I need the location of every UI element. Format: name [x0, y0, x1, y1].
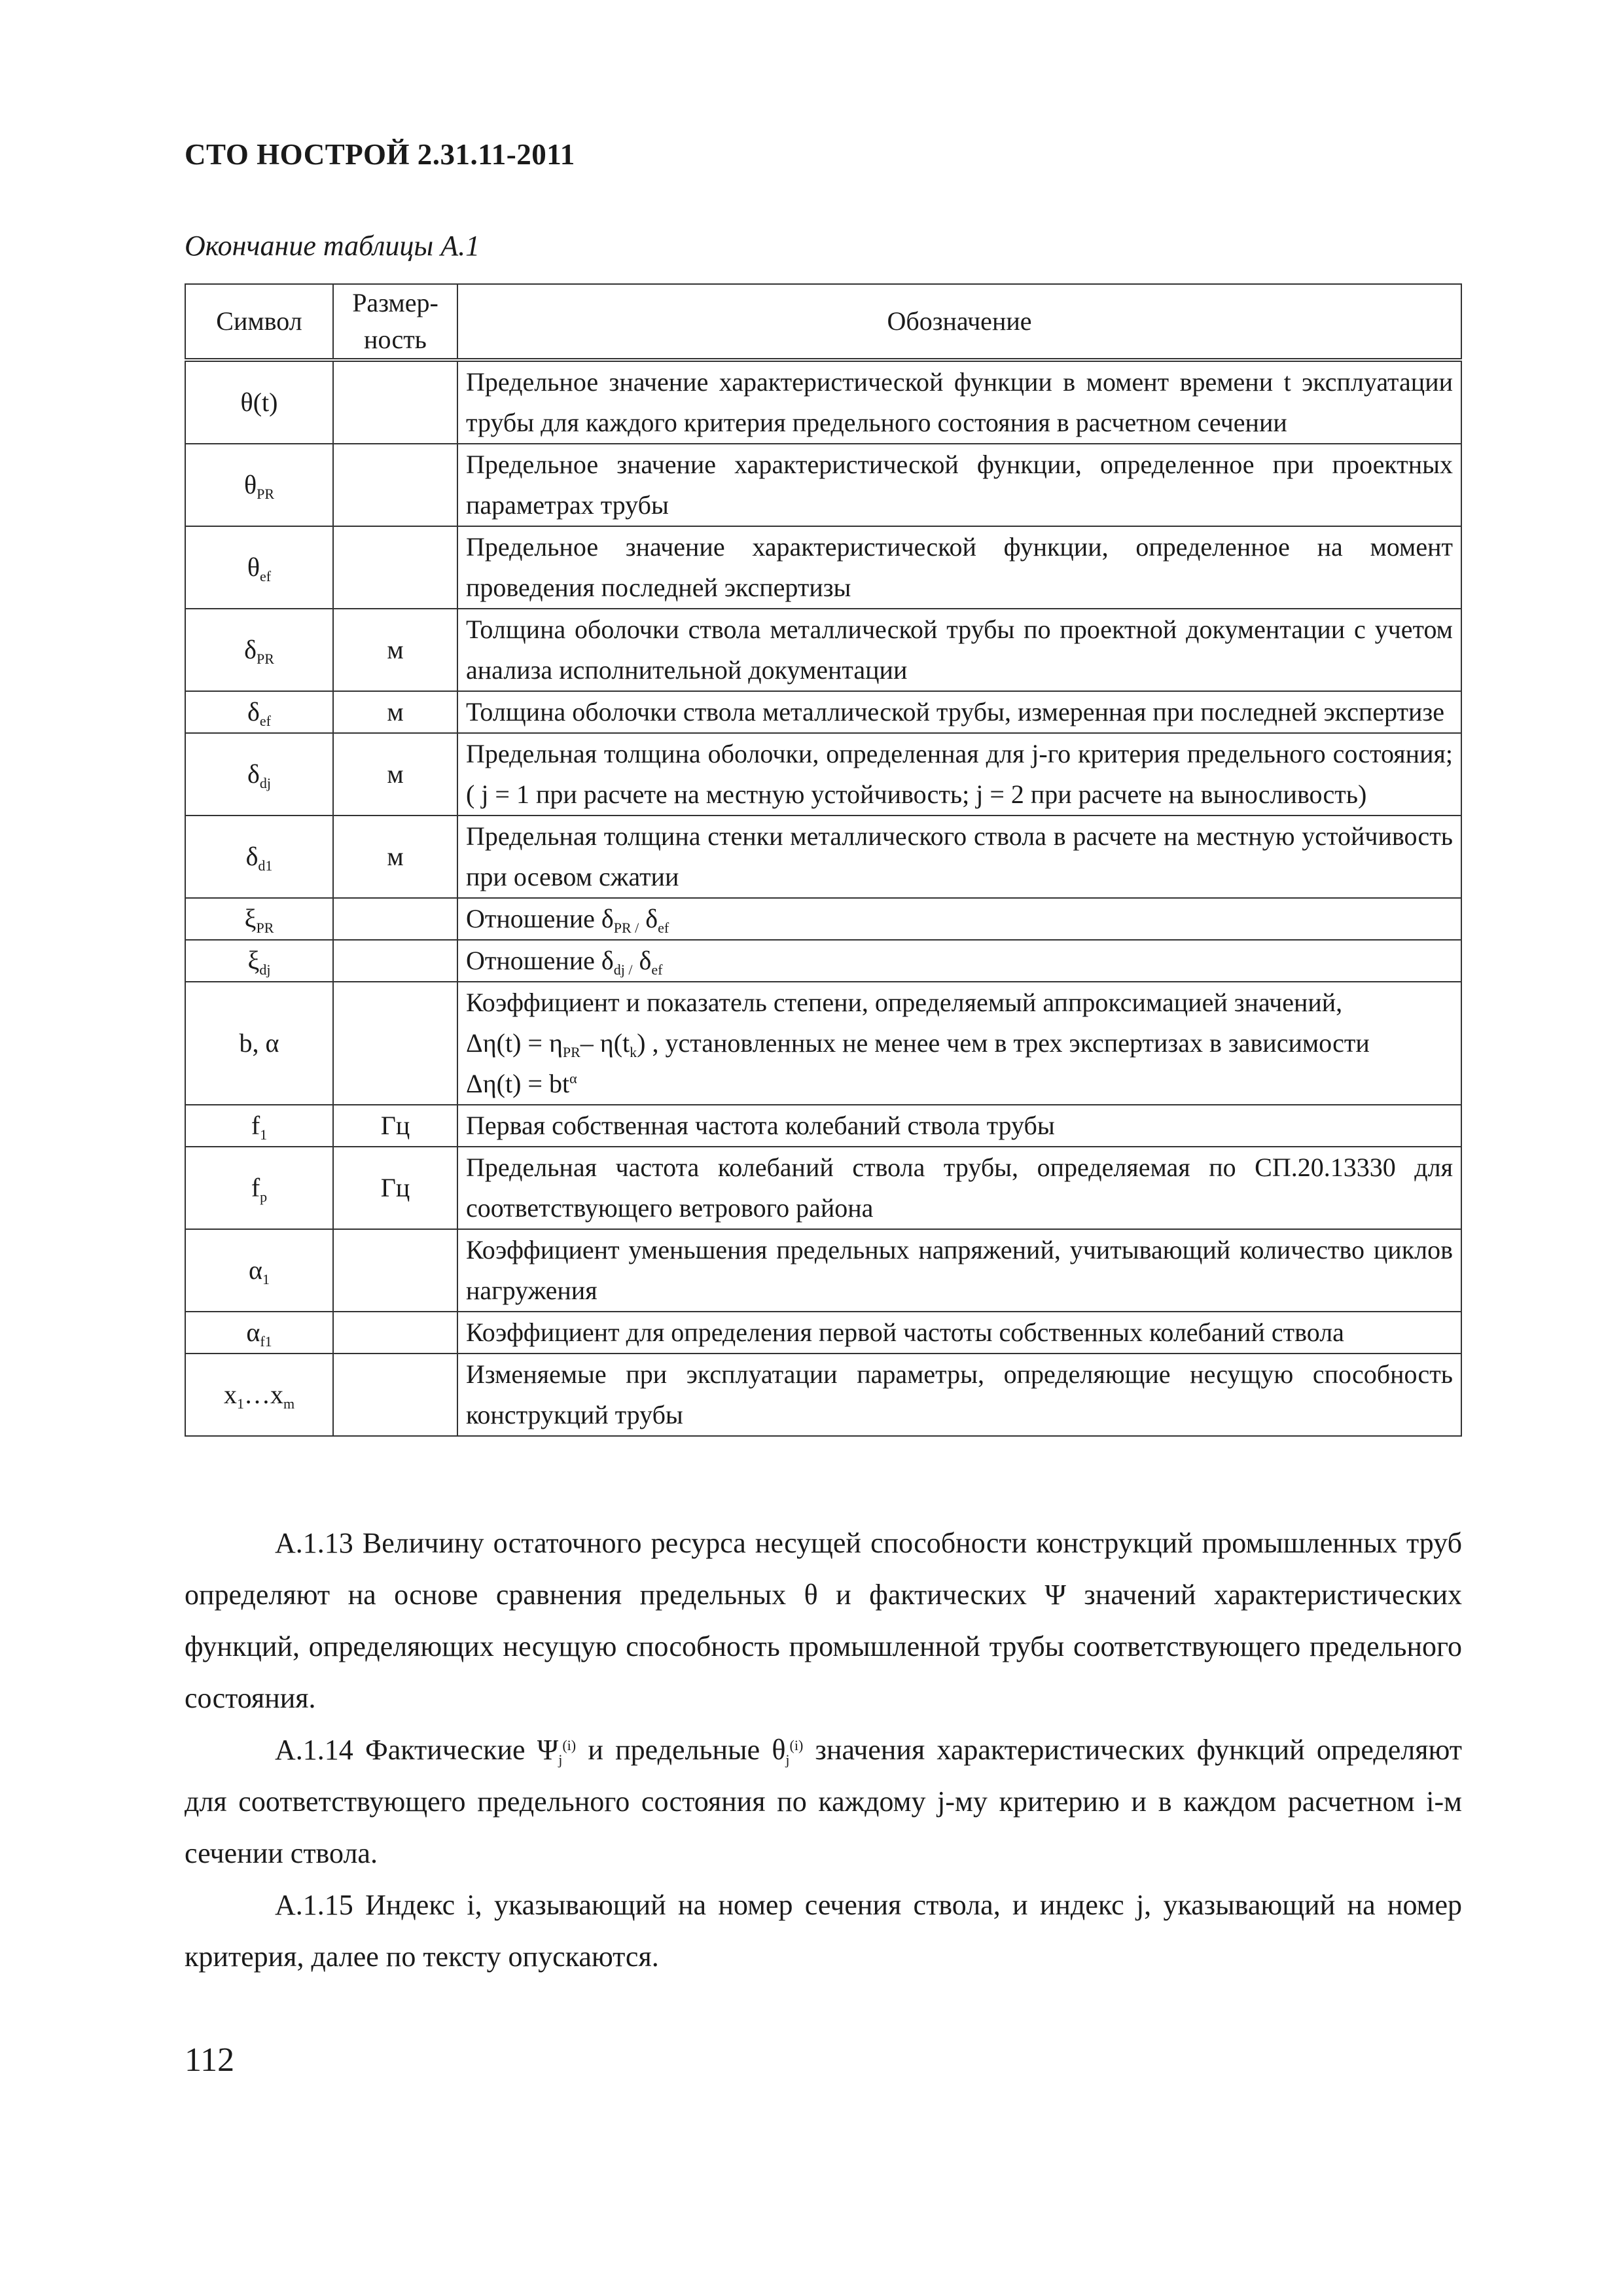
description-cell: Отношение $\delta_{dj /}$ $\delta_{ef}$: [457, 940, 1461, 982]
description-cell: Толщина оболочки ствола металлической трубы, измеренная при последней экспертизе: [457, 691, 1461, 733]
table-row: [185, 982, 1461, 1105]
description-cell: Толщина оболочки ствола металлической трубы по проектной документации с учетом анализа исполнительной документации: [457, 609, 1461, 691]
table-row: [185, 1229, 1461, 1312]
symbol-cell: $f_1$: [185, 1105, 333, 1147]
description-cell: Коэффициент уменьшения предельных напряжений, учитывающий количество циклов нагружения: [457, 1229, 1461, 1312]
table-row: [185, 360, 1461, 444]
body-text: [185, 1517, 1462, 1982]
symbol-cell: b, α: [185, 982, 333, 1105]
column-header-symbol: Символ: [185, 284, 333, 360]
description-cell: Коэффициент для определения первой частоты собственных колебаний ствола: [457, 1312, 1461, 1354]
symbol-cell: $\alpha_{f1}$: [185, 1312, 333, 1354]
dimension-cell: [333, 940, 457, 982]
description-cell: Первая собственная частота колебаний ствола трубы: [457, 1105, 1461, 1147]
column-header-dimension: Размер-ность: [333, 284, 457, 360]
table-row: [185, 898, 1461, 940]
dimension-cell: [333, 526, 457, 609]
symbols-table: [185, 283, 1462, 1437]
table-caption: Окончание таблицы А.1: [185, 230, 480, 262]
dimension-cell: [333, 1312, 457, 1354]
description-cell: Предельное значение характеристической функции, определенное при проектных параметрах трубы: [457, 444, 1461, 526]
table-row: [185, 1105, 1461, 1147]
table-row: [185, 691, 1461, 733]
description-cell: Предельная толщина оболочки, определенная для j-го критерия предельного состояния; ( j = 1 при расчете на местную устойчивость; j = 2 при расчете на выносливость): [457, 733, 1461, 816]
description-cell: Предельное значение характеристической функции в момент времени t эксплуатации трубы для каждого критерия предельного состояния в расчетном сечении: [457, 360, 1461, 444]
description-cell: Предельная толщина стенки металлического ствола в расчете на местную устойчивость при осевом сжатии: [457, 816, 1461, 898]
page-number: 112: [185, 2041, 235, 2079]
dimension-cell: [333, 444, 457, 526]
dimension-cell: [333, 982, 457, 1105]
dimension-cell: [333, 360, 457, 444]
table-row: [185, 1147, 1461, 1229]
table-row: [185, 1354, 1461, 1436]
description-cell: Коэффициент и показатель степени, определяемый аппроксимацией значений, $\Delta\eta(t) = \eta_{PR}-$ $\eta(t_k)$ , установленных не менее чем в трех экспертизах в зависимости $\Delta\eta(t) = bt^\alpha$: [457, 982, 1461, 1105]
table-row: [185, 609, 1461, 691]
symbol-cell: $\theta_{ef}$: [185, 526, 333, 609]
dimension-cell: [333, 1354, 457, 1436]
table-row: [185, 444, 1461, 526]
symbol-cell: $\xi_{dj}$: [185, 940, 333, 982]
dimension-cell: м: [333, 816, 457, 898]
symbol-cell: θ(t): [185, 360, 333, 444]
symbol-cell: $\delta_{PR}$: [185, 609, 333, 691]
document-code: СТО НОСТРОЙ 2.31.11-2011: [185, 138, 575, 171]
description-cell: Предельное значение характеристической функции, определенное на момент проведения последней экспертизы: [457, 526, 1461, 609]
paragraph-a-1-14: А.1.14 Фактические $\Psi_j^{(i)}$ и предельные $\theta_j^{(i)}$ значения характеристических функций определяют для соответствующего предельного состояния по каждому j-му критерию и в каждом расчетном i-м сечении ствола.: [185, 1734, 1462, 1869]
dimension-cell: [333, 898, 457, 940]
dimension-cell: м: [333, 691, 457, 733]
table-header-row: [185, 284, 1461, 360]
dimension-cell: м: [333, 609, 457, 691]
table-row: [185, 526, 1461, 609]
symbol-cell: $\delta_{ef}$: [185, 691, 333, 733]
dimension-cell: Гц: [333, 1147, 457, 1229]
description-cell: Предельная частота колебаний ствола трубы, определяемая по СП.20.13330 для соответствующего ветрового района: [457, 1147, 1461, 1229]
symbol-cell: $\delta_{d1}$: [185, 816, 333, 898]
paragraph-a-1-15: А.1.15 Индекс i, указывающий на номер сечения ствола, и индекс j, указывающий на номер критерия, далее по тексту опускаются.: [185, 1889, 1462, 1973]
symbol-cell: $x_1\dots x_m$: [185, 1354, 333, 1436]
description-cell: Изменяемые при эксплуатации параметры, определяющие несущую способность конструкций трубы: [457, 1354, 1461, 1436]
symbol-cell: $\delta_{dj}$: [185, 733, 333, 816]
dimension-cell: м: [333, 733, 457, 816]
dimension-cell: Гц: [333, 1105, 457, 1147]
dimension-cell: [333, 1229, 457, 1312]
symbol-cell: $\alpha_1$: [185, 1229, 333, 1312]
symbol-cell: $\theta_{PR}$: [185, 444, 333, 526]
table-row: [185, 733, 1461, 816]
symbol-cell: $f_p$: [185, 1147, 333, 1229]
symbol-cell: $\xi_{PR}$: [185, 898, 333, 940]
column-header-description: Обозначение: [457, 284, 1461, 360]
paragraph-a-1-13: А.1.13 Величину остаточного ресурса несущей способности конструкций промышленных труб определяют на основе сравнения предельных θ и фактических Ψ значений характеристических функций, определяющих несущую способность промышленной трубы соответствующего предельного состояния.: [185, 1527, 1462, 1714]
description-cell: Отношение $\delta_{PR /}$ $\delta_{ef}$: [457, 898, 1461, 940]
table-row: [185, 1312, 1461, 1354]
table-row: [185, 940, 1461, 982]
table-row: [185, 816, 1461, 898]
